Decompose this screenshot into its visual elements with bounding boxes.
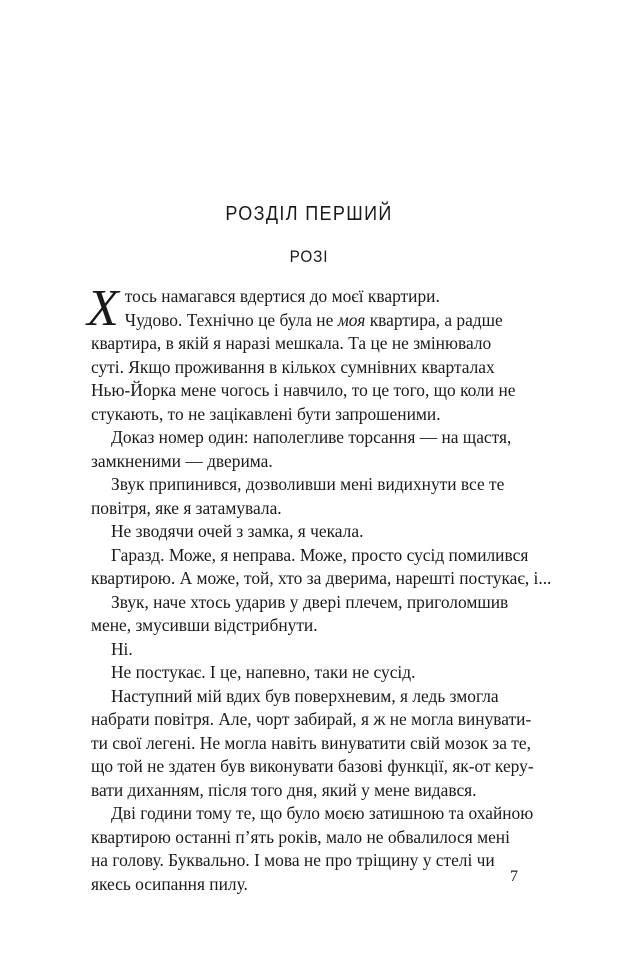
text-line: квартирою. А може, той, хто за дверима, нарешті постукає, і... xyxy=(91,568,552,588)
text-line: Чудово. Технічно це була не моя квартира, а радше xyxy=(124,309,503,330)
body-text xyxy=(87,280,552,896)
text-line: Не постукає. І це, напевно, таки не сусід. xyxy=(111,662,416,682)
chapter-subtitle: РОЗІ xyxy=(289,247,329,266)
chapter-title: РОЗДІЛ ПЕРШИЙ xyxy=(225,203,393,225)
text-line: Не зводячи очей з замка, я чекала. xyxy=(111,521,364,541)
paragraph xyxy=(91,802,534,896)
text-line: замкненими — дверима. xyxy=(91,450,273,471)
text-line: Звук, наче хтось ударив у двері плечем, приголомшив xyxy=(111,591,509,612)
emphasis: моя xyxy=(337,309,366,330)
paragraph xyxy=(91,544,552,591)
paragraph xyxy=(91,685,534,803)
text-line: що той не здатен був виконувати базові функції, як-от керу- xyxy=(91,756,534,776)
text-line: повітря, яке я затамувала. xyxy=(91,497,282,518)
text-line: стукають, то не зацікавлені бути запрошеними. xyxy=(91,403,441,424)
paragraph xyxy=(91,638,531,662)
paragraph xyxy=(91,473,531,520)
drop-cap: Х xyxy=(87,280,119,337)
text-line: ти свої легені. Не могла навіть винуватити свій мозок за те, xyxy=(91,732,531,753)
page-number: 7 xyxy=(510,868,518,885)
text-line: суті. Якщо проживання в кількох сумнівних кварталах xyxy=(91,356,495,377)
paragraph xyxy=(87,280,531,426)
text-line: набрати повітря. Але, чорт забирай, я ж не могла винувати- xyxy=(91,709,532,729)
text-line: тось намагався вдертися до моєї квартири. xyxy=(124,286,440,306)
text-line: на голову. Буквально. І мова не про тріщину у стелі чи xyxy=(91,850,495,870)
text-line: мене, змусивши відстрибнути. xyxy=(91,615,318,635)
text-line: Доказ номер один: наполегливе торсання — на щастя, xyxy=(111,427,512,447)
text-line: Ні. xyxy=(111,638,133,659)
text-line: Дві години тому те, що було моєю затишною та охайною xyxy=(111,803,534,823)
text-line: Гаразд. Може, я неправа. Може, просто сусід помилився xyxy=(111,544,529,565)
text-line: вати диханням, після того дня, який у мене видався. xyxy=(91,779,477,800)
paragraph xyxy=(91,661,531,685)
text-line: Нью-Йорка мене чогось і навчило, то це того, що коли не xyxy=(91,380,516,400)
text-line: якесь осипання пилу. xyxy=(91,873,248,894)
text-line: квартира, в якій я наразі мешкала. Та це не змінювало xyxy=(91,333,492,353)
text-line: квартирою останні п’ять років, мало не обвалилося мені xyxy=(91,826,510,847)
text-line: Наступний мій вдих був поверхневим, я ледь змогла xyxy=(111,685,499,706)
text-line: Звук припинився, дозволивши мені видихнути все те xyxy=(111,474,505,494)
paragraph xyxy=(91,520,531,544)
paragraph xyxy=(91,426,531,473)
paragraph xyxy=(91,591,531,638)
